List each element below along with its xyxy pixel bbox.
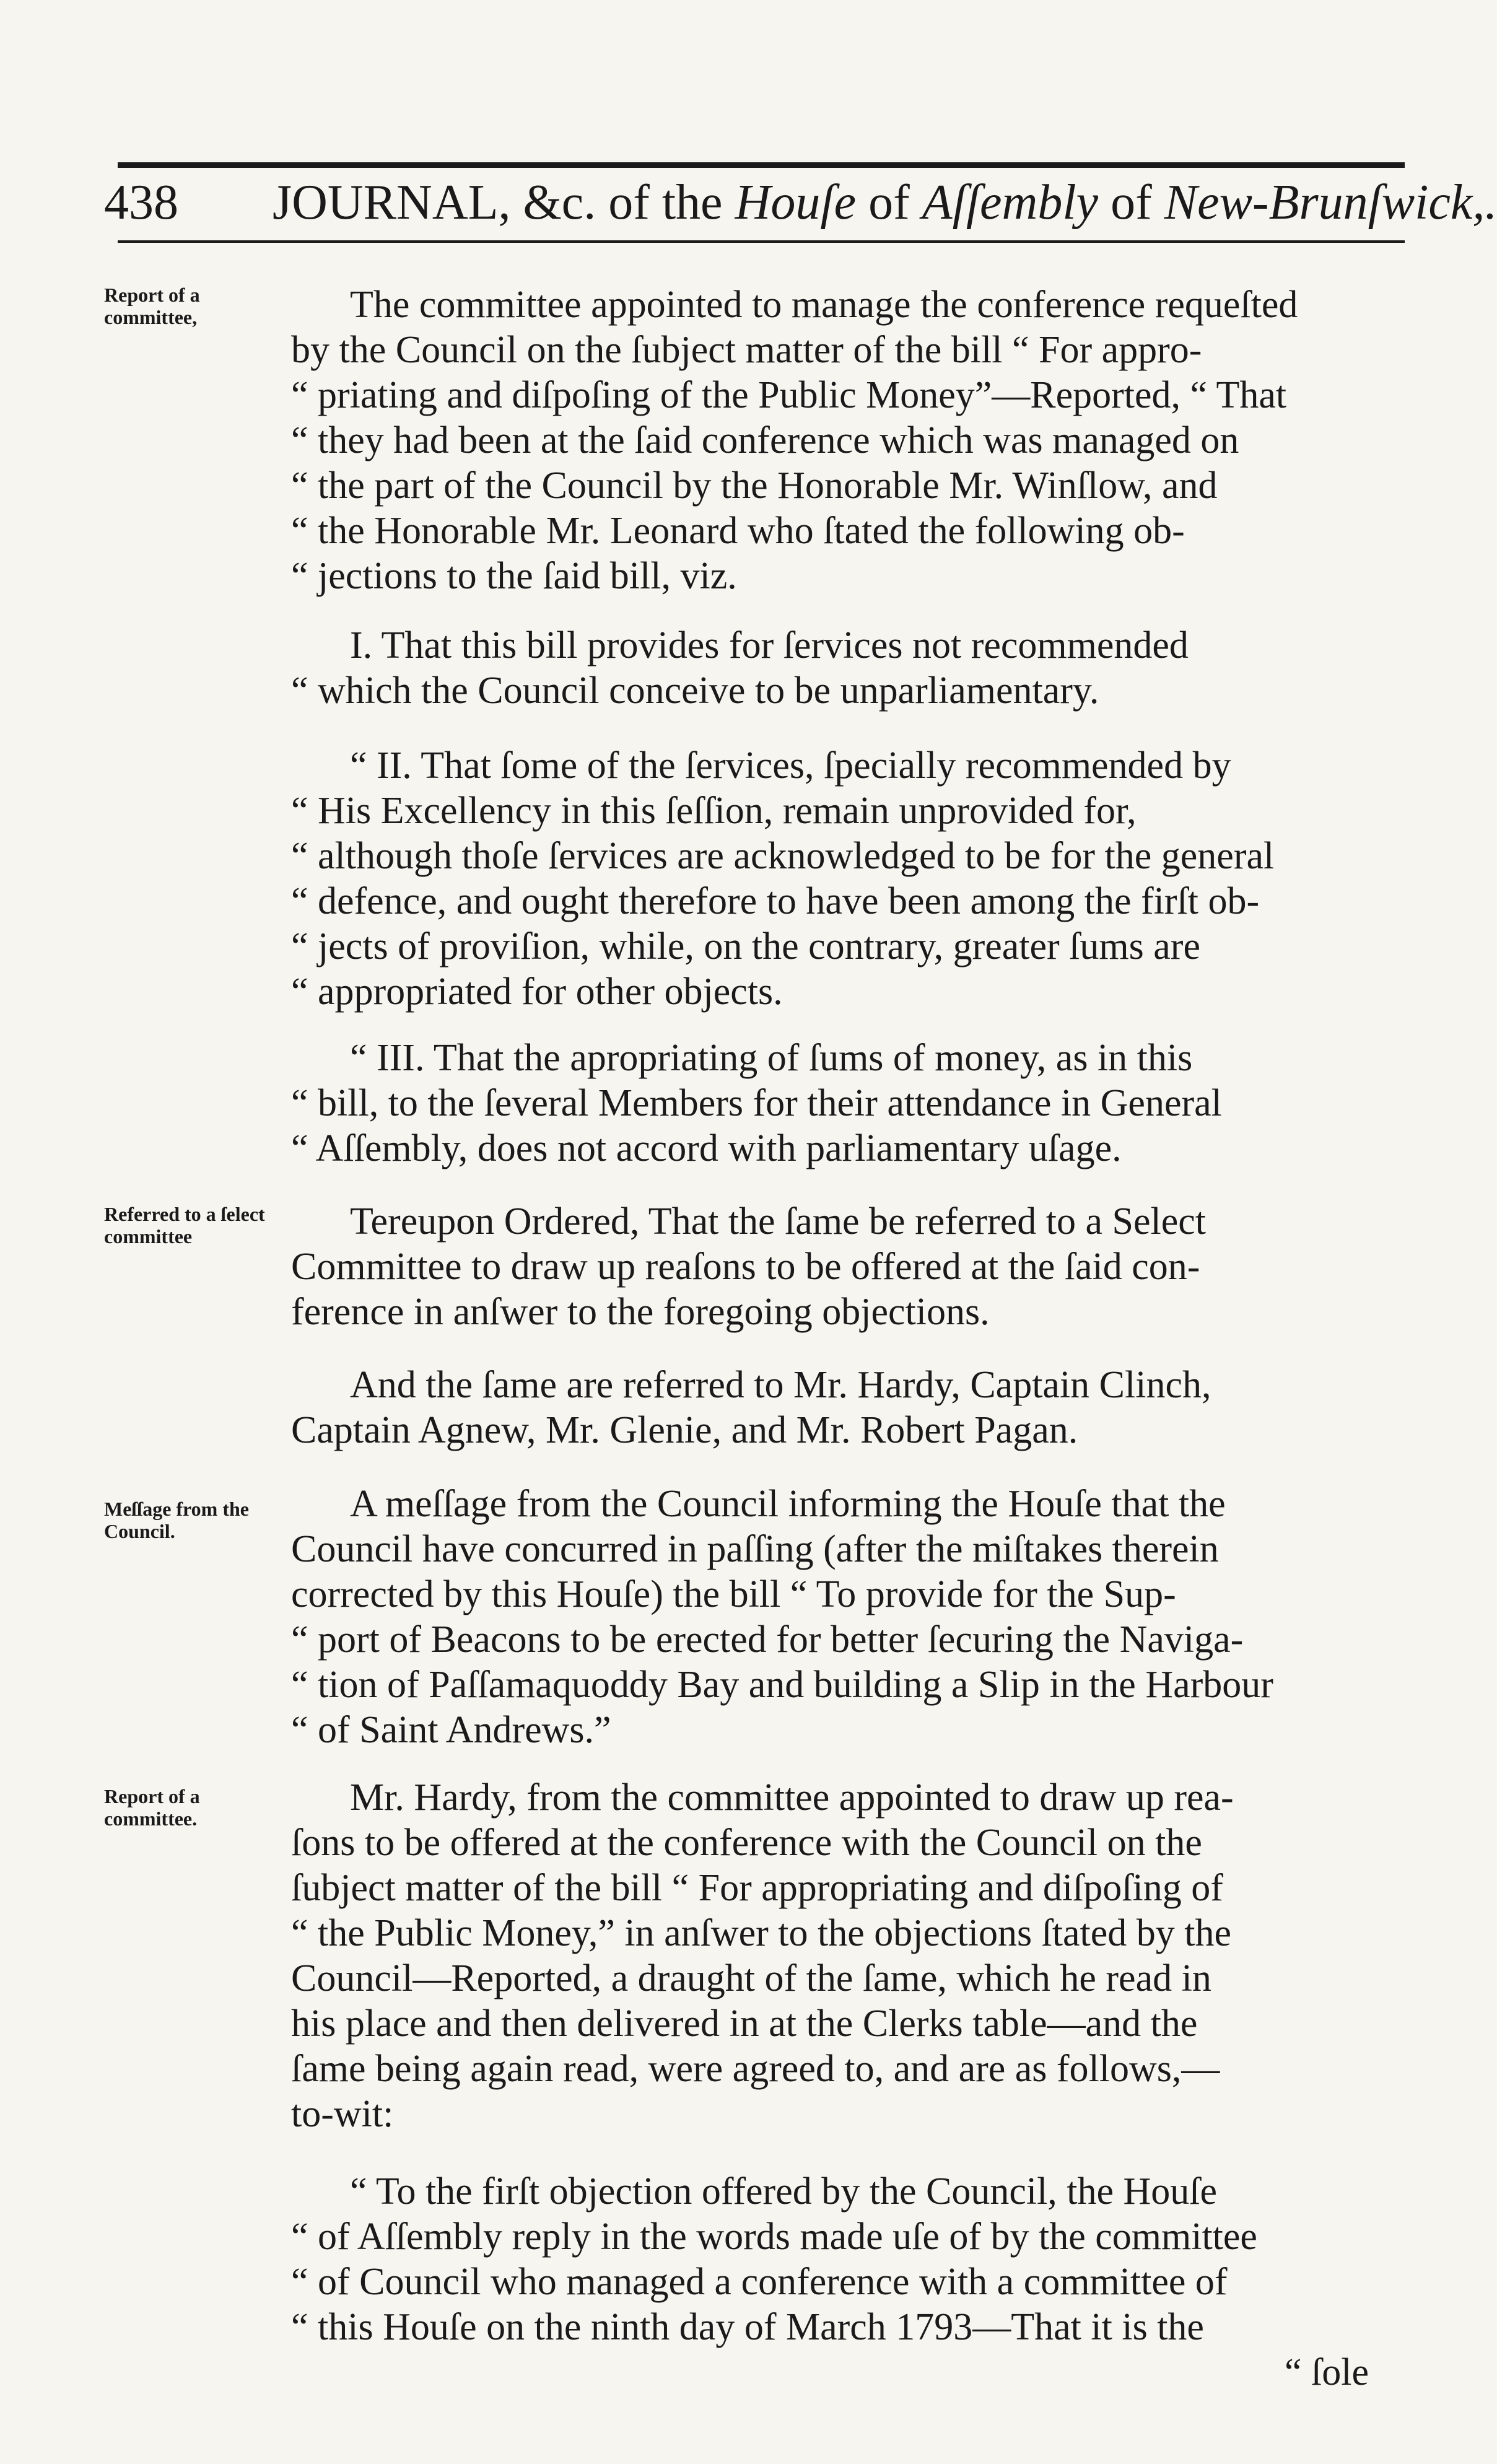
catchword: “ ſole: [1285, 2351, 1369, 2393]
text-line: ſubject matter of the bill “ For appropriating and diſpoſing of: [291, 1867, 1223, 1909]
text-line: “ of Council who managed a conference with a committee of: [291, 2261, 1228, 2303]
text-line: And the ſame are referred to Mr. Hardy, Captain Clinch,: [350, 1364, 1211, 1406]
text-line: “ jections to the ſaid bill, viz.: [291, 555, 737, 597]
text-line: “ III. That the apropriating of ſums of money, as in this: [350, 1037, 1193, 1079]
page-number: 438: [104, 175, 178, 230]
text-line: Captain Agnew, Mr. Glenie, and Mr. Robert Pagan.: [291, 1409, 1078, 1451]
text-line: “ defence, and ought therefore to have been among the firſt ob-: [291, 880, 1260, 922]
paragraph-referred-members: [291, 1363, 1406, 1453]
header-bottom-rule: [118, 240, 1405, 243]
paragraph-ordered: [291, 1199, 1406, 1335]
paragraph-hardy-report: [291, 1775, 1406, 2137]
text-line: “ they had been at the ſaid conference which was managed on: [291, 419, 1239, 461]
text-line: “ although thoſe ſervices are acknowledged to be for the general: [291, 835, 1275, 877]
text-line: “ priating and diſpoſing of the Public Money”—Reported, “ That: [291, 374, 1287, 416]
text-line: ſons to be offered at the conference with the Council on the: [291, 1822, 1202, 1864]
text-line: “ To the firſt objection offered by the Council, the Houſe: [350, 2170, 1218, 2213]
text-line: “ bill, to the ſeveral Members for their attendance in General: [291, 1082, 1222, 1124]
text-line: Mr. Hardy, from the committee appointed to draw up rea-: [350, 1776, 1234, 1819]
text-line: “ His Excellency in this ſeſſion, remain unprovided for,: [291, 790, 1137, 832]
paragraph-council-message: [291, 1482, 1406, 1753]
text-line: “ port of Beacons to be erected for better ſecuring the Naviga-: [291, 1619, 1244, 1661]
text-line: by the Council on the ſubject matter of the bill “ For appro-: [291, 329, 1202, 371]
text-line: Tereupon Ordered, That the ſame be referred to a Select: [350, 1200, 1206, 1243]
text-line: “ of Aſſembly reply in the words made uſe of by the committee: [291, 2216, 1257, 2258]
text-line: “ this Houſe on the ninth day of March 1793—That it is the: [291, 2306, 1204, 2348]
text-line: “ of Saint Andrews.”: [291, 1709, 611, 1751]
text-line: his place and then delivered in at the Clerks table—and the: [291, 2003, 1198, 2045]
text-line: to-wit:: [291, 2093, 394, 2135]
text-line: The committee appointed to manage the conference requeſted: [350, 284, 1298, 326]
text-line: “ Aſſembly, does not accord with parliamentary uſage.: [291, 1127, 1122, 1169]
text-line: “ jects of proviſion, while, on the contrary, greater ſums are: [291, 925, 1200, 968]
margin-note-report-2: Report of a committee.: [104, 1785, 200, 1830]
text-line: Committee to draw up reaſons to be offered at the ſaid con-: [291, 1246, 1200, 1288]
running-header: [104, 166, 1497, 239]
paragraph-objection-1: [291, 623, 1406, 714]
text-line: corrected by this Houſe) the bill “ To provide for the Sup-: [291, 1573, 1176, 1615]
text-line: “ the Honorable Mr. Leonard who ſtated the following ob-: [291, 510, 1185, 552]
text-line: “ the part of the Council by the Honorable Mr. Winſlow, and: [291, 465, 1218, 507]
margin-note-message: Meſſage from the Council.: [104, 1498, 249, 1542]
text-line: “ which the Council conceive to be unparliamentary.: [291, 670, 1099, 712]
running-title: JOURNAL, &c. of the Houſe of Aſſembly of New-Brunſwick,.: [273, 175, 1497, 230]
text-line: A meſſage from the Council informing the Houſe that the: [350, 1483, 1226, 1525]
text-line: Council have concurred in paſſing (after the miſtakes therein: [291, 1528, 1219, 1570]
text-line: “ the Public Money,” in anſwer to the objections ſtated by the: [291, 1912, 1232, 1954]
margin-note-report-1: Report of a committee,: [104, 284, 200, 328]
text-line: Council—Reported, a draught of the ſame, which he read in: [291, 1957, 1211, 1999]
text-line: ference in anſwer to the foregoing objections.: [291, 1291, 990, 1333]
margin-note-referred: Referred to a ſelect committee: [104, 1203, 265, 1247]
text-line: I. That this bill provides for ſervices not recommended: [350, 624, 1189, 666]
paragraph-committee-report: [291, 282, 1406, 599]
paragraph-objection-2: [291, 743, 1406, 1015]
text-line: “ II. That ſome of the ſervices, ſpecially recommended by: [350, 745, 1231, 787]
text-line: ſame being again read, were agreed to, and are as follows,—: [291, 2048, 1220, 2090]
text-line: “ appropriated for other objects.: [291, 971, 783, 1013]
text-line: “ tion of Paſſamaquoddy Bay and building a Slip in the Harbour: [291, 1664, 1273, 1706]
paragraph-objection-3: [291, 1036, 1406, 1171]
paragraph-reply: [291, 2169, 1406, 2395]
